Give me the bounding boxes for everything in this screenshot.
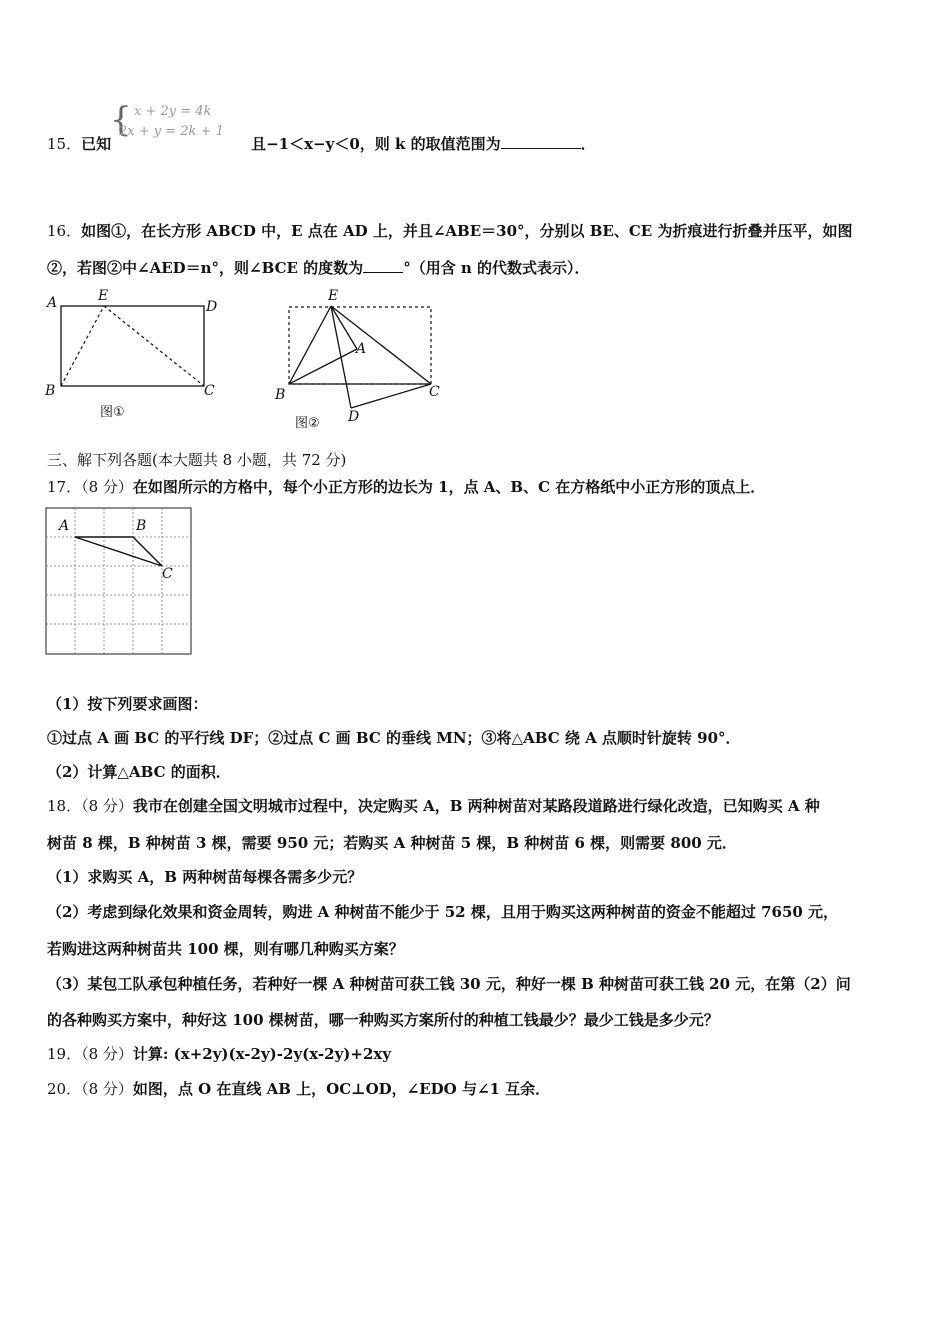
q16-line2 bbox=[47, 259, 590, 277]
q20-text: 如图，点 O 在直线 AB 上，OC⊥OD，∠EDO 与∠1 互余． bbox=[132, 1080, 551, 1098]
q17-part1-title: （1）按下列要求画图： bbox=[47, 695, 208, 713]
q19-text: 计算: (x+2y)(x-2y)-2y(x-2y)+2xy bbox=[132, 1045, 392, 1063]
q15-prefix: 已知 bbox=[81, 135, 112, 153]
q16-line1 bbox=[47, 222, 852, 240]
q19-number: 19． bbox=[47, 1045, 82, 1063]
q18-text-1: 我市在创建全国文明城市过程中，决定购买 A，B 两种树苗对某路段道路进行绿化改造，已知购买 A 种 bbox=[132, 797, 820, 815]
rectangle-abcd bbox=[61, 306, 204, 386]
q15-number: 15． bbox=[47, 135, 82, 153]
q18-points: （8 分） bbox=[81, 797, 133, 815]
q17-line bbox=[47, 478, 765, 496]
q16-answer-blank bbox=[363, 272, 403, 273]
q16-figure-1 bbox=[40, 285, 230, 425]
label-d: D bbox=[206, 299, 218, 315]
label-e: E bbox=[98, 288, 109, 304]
label-b2: B bbox=[275, 387, 286, 403]
q18-number: 18． bbox=[47, 797, 82, 815]
q17-number: 17． bbox=[47, 478, 82, 496]
q20-number: 20． bbox=[47, 1080, 82, 1098]
q18-part3-line1: （3）某包工队承包种植任务，若种好一棵 A 种树苗可获工钱 30 元，种好一棵 B 种树苗可获工钱 20 元，在第（2）问 bbox=[47, 975, 851, 993]
q17-part2: （2）计算△ABC 的面积． bbox=[47, 763, 231, 781]
label-e2: E bbox=[328, 288, 339, 304]
segment-ce bbox=[104, 306, 204, 386]
q18-part2-line2: 若购进这两种树苗共 100 棵，则有哪几种购买方案？ bbox=[47, 940, 404, 958]
q15-line: 15．已知 且−1＜x−y＜0，则 k 的取值范围为 ． bbox=[47, 135, 596, 153]
label-c2: C bbox=[429, 384, 440, 400]
q15-equation-system bbox=[110, 100, 250, 141]
section-3-title: 三、解下列各题(本大题共 8 小题，共 72 分) bbox=[47, 451, 347, 469]
q18-line1 bbox=[47, 797, 820, 815]
q15-answer-blank bbox=[501, 148, 581, 149]
q18-part2-line1: （2）考虑到绿化效果和资金周转，购进 A 种树苗不能少于 52 棵，且用于购买这两种树苗的资金不能超过 7650 元， bbox=[47, 903, 839, 921]
q20-points: （8 分） bbox=[81, 1080, 133, 1098]
q17-points: （8 分） bbox=[81, 478, 133, 496]
q18-part1: （1）求购买 A，B 两种树苗每棵各需多少元？ bbox=[47, 868, 363, 886]
q16-text-2a: ②，若图②中∠AED＝n°，则∠BCE 的度数为 bbox=[47, 259, 364, 277]
brace-icon: { bbox=[110, 100, 132, 140]
q17-part1-text: ①过点 A 画 BC 的平行线 DF；②过点 C 画 BC 的垂线 MN；③将△ABC 绕 A 点顺时针旋转 90°． bbox=[47, 729, 741, 747]
label-c: C bbox=[204, 383, 215, 399]
label-a3: A bbox=[59, 518, 70, 534]
q16-figure-2 bbox=[265, 285, 465, 435]
q19-points: （8 分） bbox=[81, 1045, 133, 1063]
q17-grid-figure bbox=[44, 506, 196, 658]
q15-equation-1: 𝑥 + 2𝑦 = 4𝑘 bbox=[134, 104, 212, 119]
label-d2: D bbox=[348, 409, 360, 425]
label-a2: A bbox=[356, 341, 367, 357]
q18-line2: 树苗 8 棵，B 种树苗 3 棵，需要 950 元；若购买 A 种树苗 5 棵，B 种树苗 6 棵，则需要 800 元． bbox=[47, 834, 737, 852]
q16-text-1: 如图①，在长方形 ABCD 中，E 点在 AD 上，并且∠ABE＝30°，分别以 BE、CE 为折痕进行折叠并压平，如图 bbox=[81, 222, 853, 240]
q18-part3-line2: 的各种购买方案中，种好这 100 棵树苗，哪一种购买方案所付的种植工钱最少？最少工钱是多少元？ bbox=[47, 1011, 719, 1029]
segment-be bbox=[61, 306, 104, 386]
label-c3: C bbox=[162, 566, 173, 582]
q16-text-2b: °（用含 n 的代数式表示）． bbox=[403, 259, 590, 277]
q16-number: 16． bbox=[47, 222, 82, 240]
figure-2-caption: 图② bbox=[295, 416, 320, 431]
triangle-abc bbox=[75, 537, 162, 566]
figure-1-caption: 图① bbox=[100, 405, 125, 420]
q19-line bbox=[47, 1045, 391, 1063]
q15-equation-2: 2𝑥 + 𝑦 = 2𝑘 + 1 bbox=[119, 124, 224, 139]
label-b3: B bbox=[136, 518, 147, 534]
q15-suffix: 且−1＜x−y＜0，则 k 的取值范围为 bbox=[251, 135, 501, 153]
label-b: B bbox=[45, 383, 56, 399]
q17-text: 在如图所示的方格中，每个小正方形的边长为 1，点 A、B、C 在方格纸中小正方形的顶点上． bbox=[132, 478, 766, 496]
q20-line bbox=[47, 1080, 550, 1098]
label-a: A bbox=[47, 295, 58, 311]
